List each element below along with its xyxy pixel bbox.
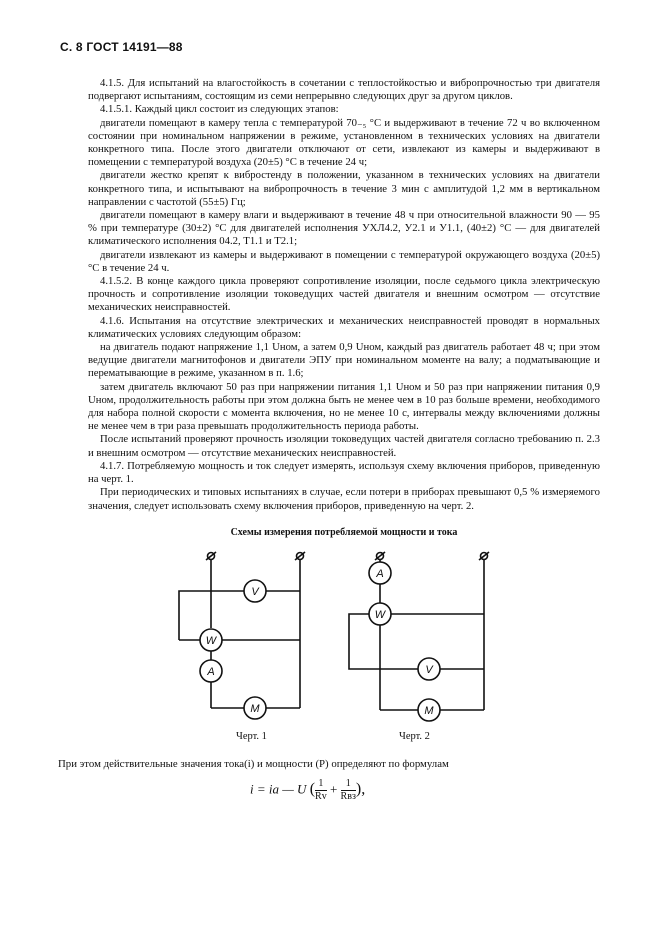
paragraph-switching-test: затем двигатель включают 50 раз при напряжении питания 1,1 Uном и 50 раз при напряжении питания 0,9 Uном, продолжительность работы при этом должна быть не менее чем в 10 раз больше времени, необходимого для набора полной скорости с момента включения, но не менее 10 с, интервалы между включениями должны не менее чем в три раза превышать продолжительность периода работы. <box>88 380 600 433</box>
paragraph-periodic-tests: При периодических и типовых испытаниях в случае, если потери в приборах превышают 0,5 % измеряемого значения, следует использовать схему включения приборов, приведенную на черт. 2. <box>88 486 600 512</box>
ammeter-label-fig1: A <box>207 666 215 678</box>
voltmeter-label-fig1: V <box>251 586 259 598</box>
fraction-num-2: 1 <box>341 778 356 791</box>
motor-label-fig2: M <box>424 705 434 717</box>
paragraph-stage-humidity: двигатели помещают в камеру влаги и выдерживают в течение 48 ч при относительной влажности 90 — 95 % при температуре (30±2) °С для двигателей исполнения УХЛ4.2, У2.1 и У1.1, (40±2) °С — для двигателей климатического исполнения 04.2, Т1.1 и Т2.1; <box>88 209 600 248</box>
current-formula: i = iа — U ( $\frac{1}{Rv}$ + $\frac{1}{\text{Rвз}}$ ), <box>250 778 366 802</box>
formula-tail: ), <box>355 780 366 798</box>
paragraph-4-1-7: 4.1.7. Потребляемую мощность и ток следует измерять, используя схему включения приборов, приведенную на черт. 1. <box>88 459 600 486</box>
paragraph-insulation-check: После испытаний проверяют прочность изоляции токоведущих частей двигателя согласно требованию п. 2.3 и внешним осмотром — отсутствие механических неисправностей. <box>88 433 600 459</box>
paragraph-stage-vibration: двигатели жестко крепят к вибростенду в положении, указанном в технических условиях на двигатели конкретного типа, и испытывают на вибропрочность в течение 3 мин с амплитудой 1,2 мм в вертикальном направлении с частотой (55±5) Гц; <box>88 169 600 208</box>
paragraph-4-1-6: 4.1.6. Испытания на отсутствие электрических и механических неисправностей проводят в нормальных климатических условиях следующим образом: <box>88 314 600 340</box>
paragraph-4-1-5-1: 4.1.5.1. Каждый цикл состоит из следующих этапов: <box>100 103 339 116</box>
formula-lhs: i = iа — U <box>250 781 307 797</box>
circuit-fig1 <box>179 552 305 708</box>
motor-label-fig1: M <box>250 703 260 715</box>
fraction-den-1: Rv <box>315 791 327 802</box>
formula-intro: При этом действительные значения тока(i) и мощности (P) определяют по формулам <box>58 758 449 770</box>
figure-title: Схемы измерения потребляемой мощности и тока <box>230 527 458 538</box>
fraction-wattmeter <box>341 778 356 803</box>
paragraph-4-1-5: 4.1.5. Для испытаний на влагостойкость в сочетании с теплостойкостью и вибропрочностью три двигателя подвергают испытаниям, состоящим из семи непрерывно следующих друг за другом циклов. <box>88 77 600 103</box>
paragraph-stage-heat: двигатели помещают в камеру тепла с температурой 70₋₅ °С и выдерживают в течение 72 ч во включенном состоянии при номинальном напряжении в режиме, установленном в технических условиях на двигатели конкретного типа. После этого двигатели отключают от сети, извлекают из камеры и выдерживают в помещении с температурой воздуха (20±5) °С в течение 24 ч; <box>88 116 600 169</box>
wattmeter-label-fig1: W <box>205 635 217 647</box>
ammeter-label-fig2: A <box>376 568 384 580</box>
paragraph-4-1-5-2: 4.1.5.2. В конце каждого цикла проверяют сопротивление изоляции, после седьмого цикла электрическую прочность и сопротивление изоляции токоведущих частей двигателя и внешним осмотром — отсутствие механических неисправностей. <box>88 275 600 314</box>
fraction-num-1: 1 <box>315 778 327 791</box>
wattmeter-label-fig2: W <box>374 609 386 621</box>
fraction-voltmeter <box>315 778 327 803</box>
caption-fig1: Черт. 1 <box>236 731 267 742</box>
fraction-den-2: Rвз <box>340 791 356 802</box>
paragraph-voltage-test: на двигатель подают напряжение 1,1 Uном, а затем 0,9 Uном, каждый раз двигатель работает 48 ч; при этом ведущие двигатели магнитофонов и двигатели ЭПУ при номинальном моменте на валу; а подматывающие и перематывающие в режиме, указанном в п. 1.6; <box>88 341 600 380</box>
page-header: С. 8 ГОСТ 14191—88 <box>60 40 183 54</box>
voltmeter-label-fig2: V <box>425 664 433 676</box>
caption-fig2: Черт. 2 <box>399 731 430 742</box>
paragraph-stage-extract: двигатели извлекают из камеры и выдерживают в помещении с температурой окружающего воздуха (20±5) °С в течение 24 ч. <box>88 248 600 274</box>
